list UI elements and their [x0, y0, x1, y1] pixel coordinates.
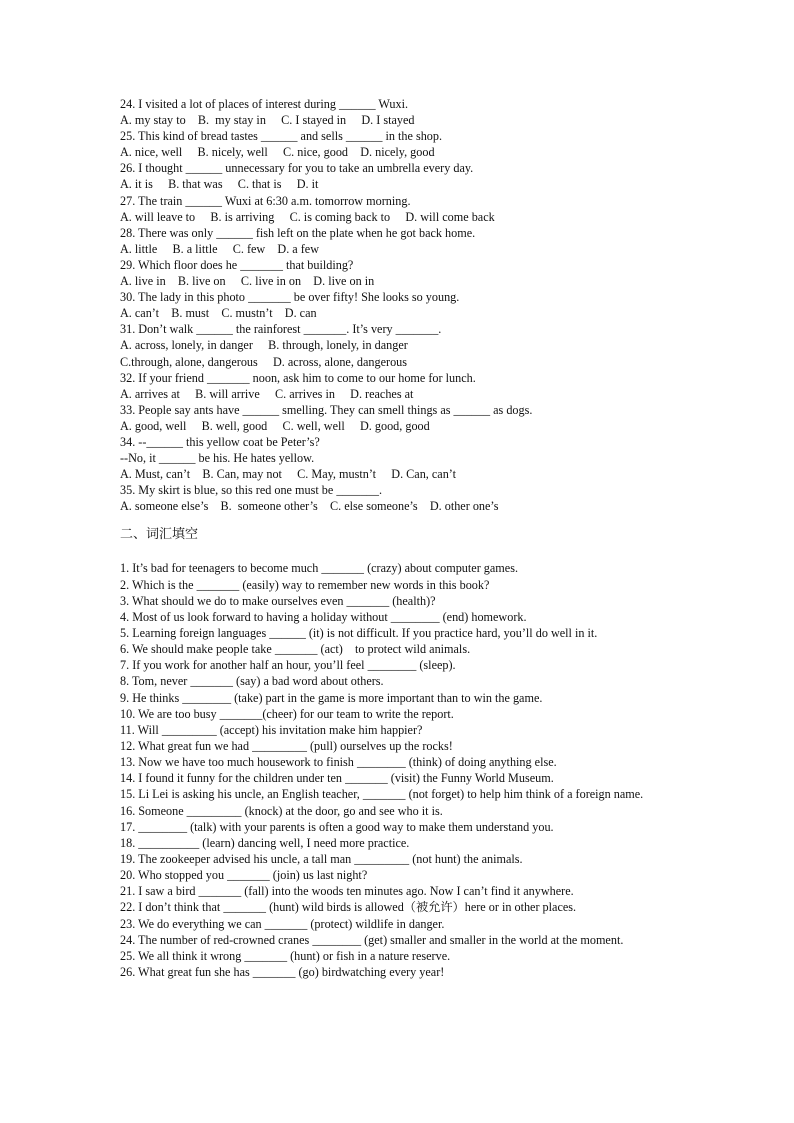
question-32: 32. If your friend _______ noon, ask him to come to our home for lunch. — [120, 370, 476, 385]
options-24: A. my stay to B. my stay in C. I stayed in D. I stayed — [120, 113, 415, 128]
options-26: A. it is B. that was C. that is D. it — [120, 177, 319, 192]
question-28: 28. There was only ______ fish left on the plate when he got back home. — [120, 225, 476, 240]
options-28: A. little B. a little C. few D. a few — [120, 241, 320, 256]
vocab-item-23: 23. We do everything we can _______ (protect) wildlife in danger. — [120, 916, 445, 931]
options-34: A. Must, can’t B. Can, may not C. May, mustn’t D. Can, can’t — [120, 467, 457, 482]
options-31-cd: C.through, alone, dangerous D. across, alone, dangerous — [120, 354, 408, 369]
question-27: 27. The train ______ Wuxi at 6:30 a.m. tomorrow morning. — [120, 193, 411, 208]
options-32: A. arrives at B. will arrive C. arrives in D. reaches at — [120, 386, 414, 401]
vocab-item-12: 12. What great fun we had _________ (pull) ourselves up the rocks! — [120, 738, 453, 753]
vocab-item-15: 15. Li Lei is asking his uncle, an English teacher, _______ (not forget) to help him think of a foreign name. — [120, 787, 644, 802]
section-heading-vocabulary: 二、词汇填空 — [120, 527, 199, 543]
vocab-item-19: 19. The zookeeper advised his uncle, a tall man _________ (not hunt) the animals. — [120, 851, 523, 866]
vocab-item-25: 25. We all think it wrong _______ (hunt) or fish in a nature reserve. — [120, 948, 451, 963]
question-35: 35. My skirt is blue, so this red one must be _______. — [120, 483, 383, 498]
question-24: 24. I visited a lot of places of interest during ______ Wuxi. — [120, 97, 409, 111]
vocab-item-21: 21. I saw a bird _______ (fall) into the woods ten minutes ago. Now I can’t find it anywhere. — [120, 884, 574, 899]
vocab-item-20: 20. Who stopped you _______ (join) us last night? — [120, 868, 368, 883]
options-35: A. someone else’s B. someone other’s C. else someone’s D. other one’s — [120, 499, 499, 514]
question-33: 33. People say ants have ______ smelling. They can smell things as ______ as dogs. — [120, 402, 533, 417]
vocab-item-17: 17. ________ (talk) with your parents is often a good way to make them understand you. — [120, 819, 554, 834]
vocab-item-5: 5. Learning foreign languages ______ (it) is not difficult. If you practice hard, you’ll do well in it. — [120, 626, 598, 640]
vocab-item-22: 22. I don’t think that _______ (hunt) wild birds is allowed（被允许）here or in other places. — [120, 900, 577, 915]
question-34-a: 34. --______ this yellow coat be Peter’s? — [120, 434, 320, 449]
multiple-choice-section — [120, 96, 675, 514]
question-30: 30. The lady in this photo _______ be over fifty! She looks so young. — [120, 290, 460, 305]
question-25: 25. This kind of bread tastes ______ and sells ______ in the shop. — [120, 129, 443, 144]
options-25: A. nice, well B. nicely, well C. nice, good D. nicely, good — [120, 145, 435, 160]
question-34-b: --No, it ______ be his. He hates yellow. — [120, 451, 315, 466]
vocab-item-6: 6. We should make people take _______ (act) to protect wild animals. — [120, 642, 471, 657]
vocab-item-18: 18. __________ (learn) dancing well, I need more practice. — [120, 835, 410, 850]
vocab-item-24: 24. The number of red-crowned cranes ________ (get) smaller and smaller in the world at the moment. — [120, 932, 624, 947]
options-30: A. can’t B. must C. mustn’t D. can — [120, 306, 317, 321]
vocab-item-2: 2. Which is the _______ (easily) way to remember new words in this book? — [120, 577, 490, 592]
vocab-item-11: 11. Will _________ (accept) his invitation make him happier? — [120, 722, 423, 737]
options-29: A. live in B. live on C. live in on D. live on in — [120, 274, 375, 289]
vocab-item-7: 7. If you work for another half an hour, you’ll feel ________ (sleep). — [120, 658, 456, 673]
vocab-item-14: 14. I found it funny for the children under ten _______ (visit) the Funny World Museum. — [120, 771, 554, 786]
options-31-ab: A. across, lonely, in danger B. through, lonely, in danger — [120, 338, 408, 353]
vocab-item-4: 4. Most of us look forward to having a holiday without ________ (end) homework. — [120, 609, 527, 624]
vocab-item-26: 26. What great fun she has _______ (go) birdwatching every year! — [120, 964, 445, 979]
vocab-item-1: 1. It’s bad for teenagers to become much _______ (crazy) about computer games. — [120, 561, 518, 576]
vocab-item-9: 9. He thinks ________ (take) part in the game is more important than to win the game. — [120, 690, 543, 705]
vocab-item-10: 10. We are too busy _______(cheer) for our team to write the report. — [120, 706, 454, 721]
question-26: 26. I thought ______ unnecessary for you to take an umbrella every day. — [120, 161, 474, 176]
vocab-item-8: 8. Tom, never _______ (say) a bad word about others. — [120, 674, 384, 689]
vocabulary-section — [120, 560, 675, 980]
vocab-item-13: 13. Now we have too much housework to finish ________ (think) of doing anything else. — [120, 755, 557, 770]
options-27: A. will leave to B. is arriving C. is coming back to D. will come back — [120, 209, 495, 224]
vocab-item-3: 3. What should we do to make ourselves even _______ (health)? — [120, 593, 436, 608]
options-33: A. good, well B. well, good C. well, well D. good, good — [120, 418, 430, 433]
document-content — [120, 96, 675, 980]
vocab-item-16: 16. Someone _________ (knock) at the door, go and see who it is. — [120, 803, 443, 818]
question-29: 29. Which floor does he _______ that building? — [120, 257, 354, 272]
question-31: 31. Don’t walk ______ the rainforest _______. It’s very _______. — [120, 322, 442, 337]
